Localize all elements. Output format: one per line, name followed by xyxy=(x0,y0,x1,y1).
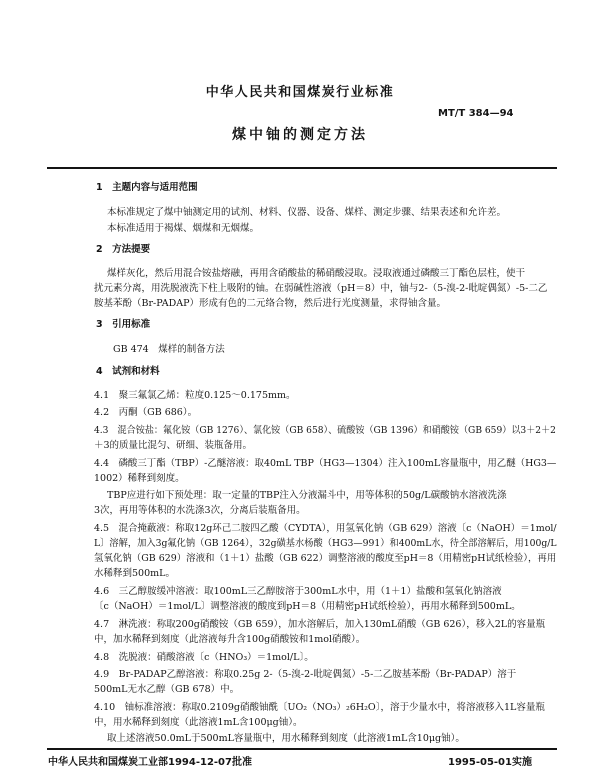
standard-code: MT/T 384—94 xyxy=(438,108,514,119)
section-4-line: 4.7 淋洗液：称取200g硝酸铵（GB 659），加水溶解后，加入130mL硝酸（GB 626），移入2L的容量瓶 xyxy=(94,619,546,630)
section-2-line: 煤样灰化，然后用混合铵盐熔融，再用含硝酸盐的稀硝酸浸取。浸取液通过磷酸三丁酯色层柱，使干 xyxy=(107,268,526,279)
section-4-line: 4.10 铀标准溶液：称取0.2109g硝酸铀酰〔UO₂（NO₃）₂6H₂O〕，溶于少量水中，将溶液移入1L容量瓶 xyxy=(94,702,545,713)
section-1-heading: 1 主题内容与适用范围 xyxy=(96,182,198,193)
footer-divider xyxy=(47,748,557,750)
section-4-line: 500mL无水乙醇（GB 678）中。 xyxy=(94,684,240,695)
document-title: 煤中铀的测定方法 xyxy=(232,127,368,143)
section-4-line: 3次，再用等体积的水洗涤3次，分离后装瓶备用。 xyxy=(94,505,306,516)
header-divider xyxy=(47,167,557,169)
section-4-line: 4.9 Br-PADAP乙醇溶液：称取0.25g 2-（5-溴-2-吡啶偶氮）-5-二乙胺基苯酚（Br-PADAP）溶于 xyxy=(94,669,517,680)
section-3-heading: 3 引用标准 xyxy=(96,319,151,330)
section-4-line: 4.2 丙酮（GB 686）。 xyxy=(94,407,198,418)
section-4-line: 氢氧化钠（GB 629）溶液和（1＋1）盐酸（GB 622）调整溶液的酸度至pH＝8（用精密pH试纸检验），再用 xyxy=(94,553,557,564)
section-2-line: 扰元素分离，用洗脱液洗下柱上吸附的铀。在弱碱性溶液（pH＝8）中，铀与2-（5-溴-2-吡啶偶氮）-5-二乙 xyxy=(94,283,548,294)
section-2-heading: 2 方法提要 xyxy=(96,244,151,255)
section-4-line: 4.5 混合掩蔽液：称取12g环己二胺四乙酸（CYDTA），用氢氧化钠（GB 629）溶液〔c（NaOH）＝1mol/ xyxy=(94,523,557,534)
section-4-line: 中，加水稀释到刻度（此溶液每升含100g硝酸铵和1mol硝酸）。 xyxy=(94,634,366,645)
section-1-line: 本标准规定了煤中铀测定用的试剂、材料、仪器、设备、煤样、测定步骤、结果表述和允许差。 xyxy=(107,207,507,218)
section-4-heading: 4 试剂和材料 xyxy=(96,366,160,377)
section-4-line: 中，用水稀释到刻度（此溶液1mL含100μg铀）。 xyxy=(94,717,303,728)
section-4-line: 取上述溶液50.0mL于500mL容量瓶中，用水稀释到刻度（此溶液1mL含10μg铀）。 xyxy=(107,733,465,744)
effective-date: 1995-05-01实施 xyxy=(448,757,532,768)
section-1-line: 本标准适用于褐煤、烟煤和无烟煤。 xyxy=(107,223,260,234)
section-4-line: 水稀释到500mL。 xyxy=(94,568,175,579)
standard-org-title: 中华人民共和国煤炭行业标准 xyxy=(205,85,395,100)
section-2-line: 胺基苯酚（Br-PADAP）形成有色的二元络合物，然后进行光度测量，求得铀含量。 xyxy=(94,298,446,309)
section-4-line: 〔c（NaOH）＝1mol/L〕调整溶液的酸度到pH＝8（用精密pH试纸检验），再用水稀释到500mL。 xyxy=(94,601,521,612)
section-4-line: L〕溶解，加入3g氟化钠（GB 1264），32g磺基水杨酸（HG3—991）和400mL水，待全部溶解后，用100g/L xyxy=(94,538,557,549)
section-4-line: TBP应进行如下预处理：取一定量的TBP注入分液漏斗中，用等体积的50g/L碳酸钠水溶液洗涤 xyxy=(107,490,507,501)
approval-line: 中华人民共和国煤炭工业部1994-12-07批准 xyxy=(48,757,252,768)
section-4-line: 4.6 三乙醇胺缓冲溶液：取100mL三乙醇胺溶于300mL水中，用（1＋1）盐酸和氢氧化钠溶液 xyxy=(94,586,502,597)
section-4-line: ＋3的质量比混匀、研细、装瓶备用。 xyxy=(94,440,253,451)
section-3-line: GB 474 煤样的制备方法 xyxy=(113,344,225,355)
section-4-line: 4.3 混合铵盐：氟化铵（GB 1276）、氯化铵（GB 658）、硫酸铵（GB 1396）和硝酸铵（GB 659）以3＋2＋2 xyxy=(94,425,556,436)
section-4-line: 4.4 磷酸三丁酯（TBP）-乙醚溶液：取40mL TBP（HG3—1304）注入100mL容量瓶中，用乙醚（HG3— xyxy=(94,458,557,469)
section-4-line: 4.1 聚三氟氯乙烯：粒度0.125～0.175mm。 xyxy=(94,390,296,401)
section-4-line: 1002）稀释到刻度。 xyxy=(94,473,185,484)
section-4-line: 4.8 洗脱液：硝酸溶液〔c（HNO₃）＝1mol/L〕。 xyxy=(94,652,314,663)
